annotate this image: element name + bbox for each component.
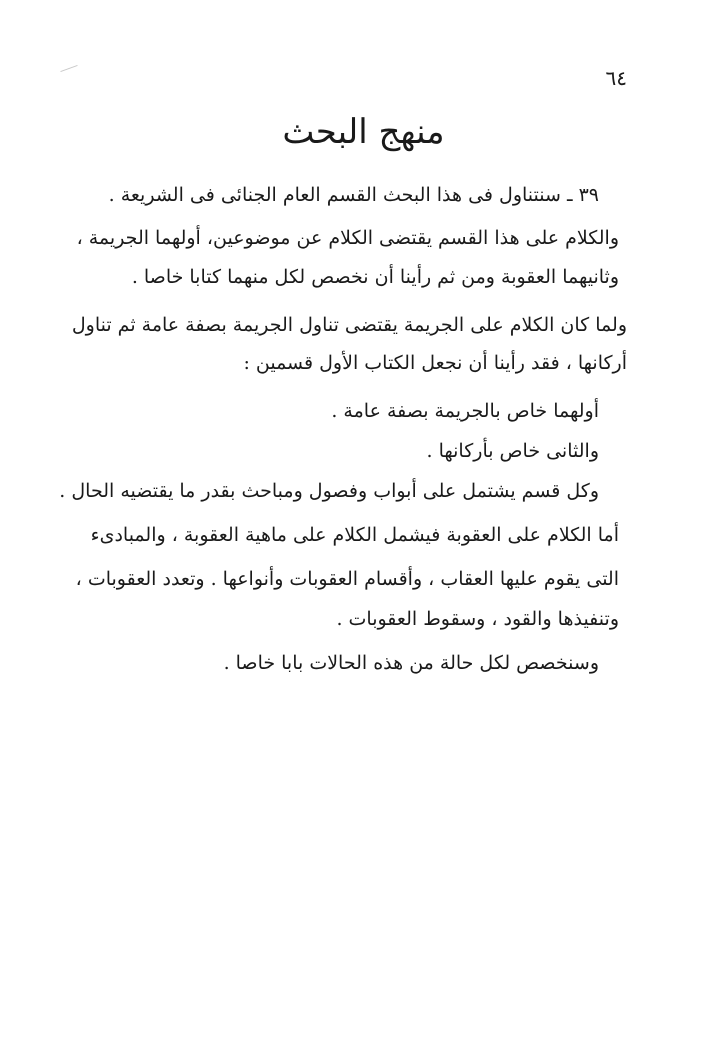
paragraph-line: ٣٩ ـ سنتناول فى هذا البحث القسم العام الجنائى فى الشريعة . <box>108 184 599 206</box>
paragraph-line: التى يقوم عليها العقاب ، وأقسام العقوبات وأنواعها . وتعدد العقوبات ، <box>75 568 619 590</box>
paragraph-line: أولهما خاص بالجريمة بصفة عامة . <box>331 400 599 422</box>
paragraph-line: وسنخصص لكل حالة من هذه الحالات بابا خاصا . <box>223 652 599 674</box>
scan-mark <box>60 65 77 72</box>
paragraph-line: أركانها ، فقد رأينا أن نجعل الكتاب الأول قسمين : <box>243 352 627 374</box>
paragraph-line: وتنفيذها والقود ، وسقوط العقوبات . <box>336 608 619 630</box>
paragraph-line: والثانى خاص بأركانها . <box>426 440 599 462</box>
paragraph-line: أما الكلام على العقوبة فيشمل الكلام على ماهية العقوبة ، والمبادىء <box>90 524 619 546</box>
paragraph-line: والكلام على هذا القسم يقتضى الكلام عن موضوعين، أولهما الجريمة ، <box>76 227 619 249</box>
page-title: منهج البحث <box>282 112 445 152</box>
paragraph-line: وكل قسم يشتمل على أبواب وفصول ومباحث بقدر ما يقتضيه الحال . <box>59 480 599 502</box>
paragraph-line: ولما كان الكلام على الجريمة يقتضى تناول الجريمة بصفة عامة ثم تناول <box>71 314 627 336</box>
page-number: ٦٤ <box>605 66 627 90</box>
paragraph-line: وثانيهما العقوبة ومن ثم رأينا أن نخصص لكل منهما كتابا خاصا . <box>131 266 619 288</box>
